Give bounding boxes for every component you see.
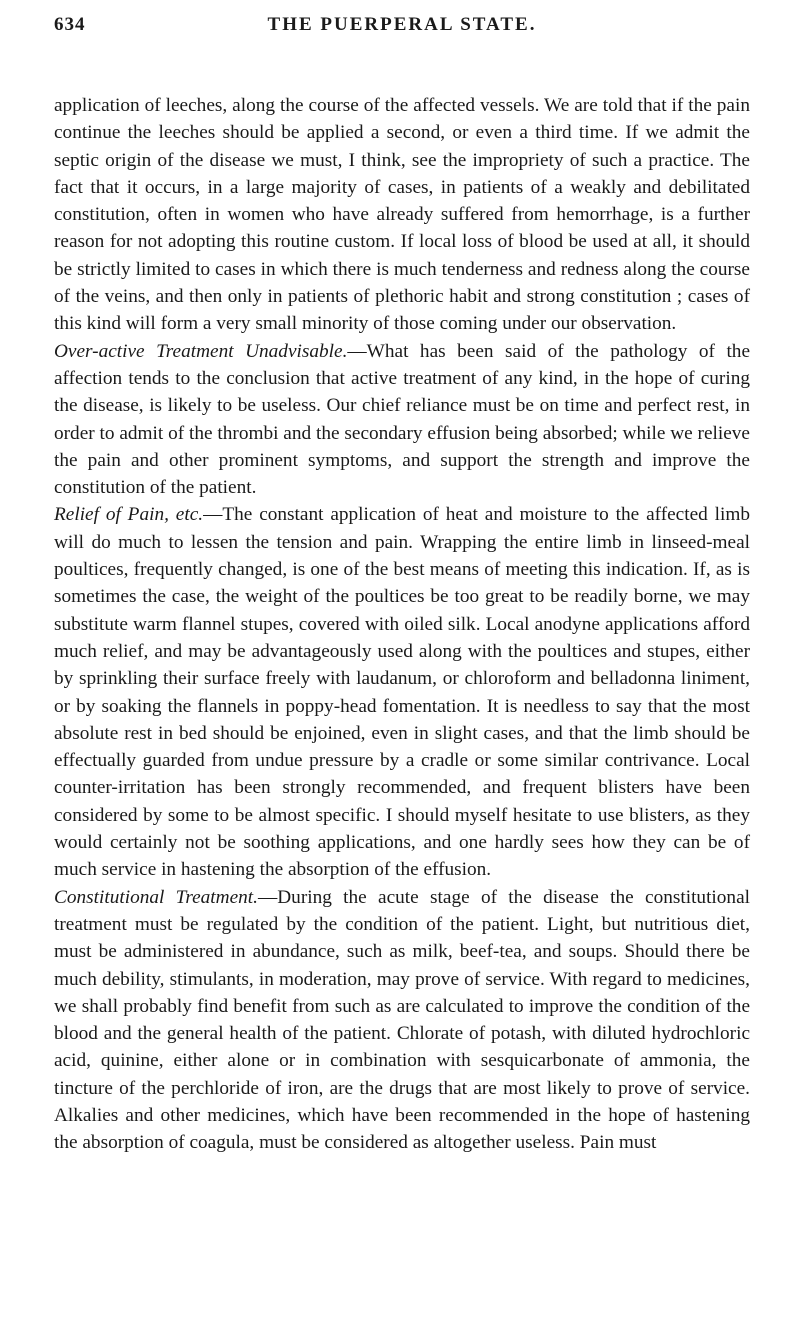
paragraph-leeches bbox=[54, 92, 750, 338]
paragraph-over-active-treatment-text: —What has been said of the pathology of the affection tends to the conclusion that active treatment of any kind, in the hope of curing the disease, is likely to be useless. Our chief reliance must be on time and perfect rest, in order to admit of the thrombi and the secondary effusion being absorbed; while we relieve the pain and other prominent symptoms, and support the strength and improve the constitution of the patient. bbox=[54, 340, 750, 499]
paragraph-relief-of-pain-text: —The constant application of heat and moisture to the affected limb will do much to lessen the tension and pain. Wrapping the entire limb in linseed-meal poultices, frequently changed, is one of the best means of meeting this indication. If, as is sometimes the case, the weight of the poultices be too great to be readily borne, we may substitute warm flannel stupes, covered with oiled silk. Local anodyne applications afford much relief, and may be advantageously used along with the poultices and stupes, either by sprinkling their surface freely with laudanum, or chloroform and belladonna liniment, or by soaking the flannels in poppy-head fomentation. It is needless to say that the most absolute rest in bed should be enjoined, even in slight cases, and that the limb should be effectually guarded from undue pressure by a cradle or some similar contrivance. Local counter-irritation has been strongly recommended, and frequent blisters have been considered by some to be almost specific. I should myself hesitate to use blisters, as they would certainly not be soothing applications, and one hardly sees how they can be of much service in hastening the absorption of the effusion. bbox=[54, 504, 751, 881]
paragraph-constitutional-treatment-text: —During the acute stage of the disease the constitutional treatment must be regulated by the condition of the patient. Light, but nutritious diet, must be administered in abundance, such as milk, beef-tea, and soups. Should there be much debility, stimulants, in moderation, may prove of service. With regard to medicines, we shall probably find benefit from such as are calculated to improve the condition of the blood and the general health of the patient. Chlorate of potash, with diluted hydrochloric acid, quinine, either alone or in combination with sesquicarbonate of ammonia, the tincture of the perchloride of iron, are the drugs that are most likely to prove of service. Alkalies and other medicines, which have been recommended in the hope of hastening the absorption of coagula, must be considered as altogether useless. Pain must bbox=[54, 886, 750, 1154]
running-title: THE PUERPERAL STATE. bbox=[267, 14, 537, 35]
page-number: 634 bbox=[54, 14, 86, 35]
paragraph-relief-of-pain bbox=[54, 501, 750, 883]
body-text bbox=[54, 92, 750, 1157]
paragraph-constitutional-treatment bbox=[54, 884, 750, 1157]
section-heading-relief-of-pain: Relief of Pain, etc. bbox=[54, 504, 204, 526]
paragraph-leeches-text: application of leeches, along the course of the affected vessels. We are told that if the pain continue the leeches should be applied a second, or even a third time. If we admit the septic origin of the disease we must, I think, see the impropriety of such a practice. The fact that it occurs, in a large majority of cases, in patients of a weakly and debilitated constitution, often in women who have already suffered from hemorrhage, is a further reason for not adopting this routine custom. If local loss of blood be used at all, it should be strictly limited to cases in which there is much tenderness and redness along the course of the veins, and then only in patients of plethoric habit and strong constitution ; cases of this kind will form a very small minority of those coming under our observation. bbox=[54, 95, 750, 335]
running-head bbox=[54, 14, 750, 54]
paragraph-over-active-treatment bbox=[54, 338, 750, 502]
section-heading-constitutional-treatment: Constitutional Treatment. bbox=[54, 886, 258, 908]
section-heading-over-active-treatment: Over-active Treatment Unadvisable. bbox=[54, 340, 348, 362]
